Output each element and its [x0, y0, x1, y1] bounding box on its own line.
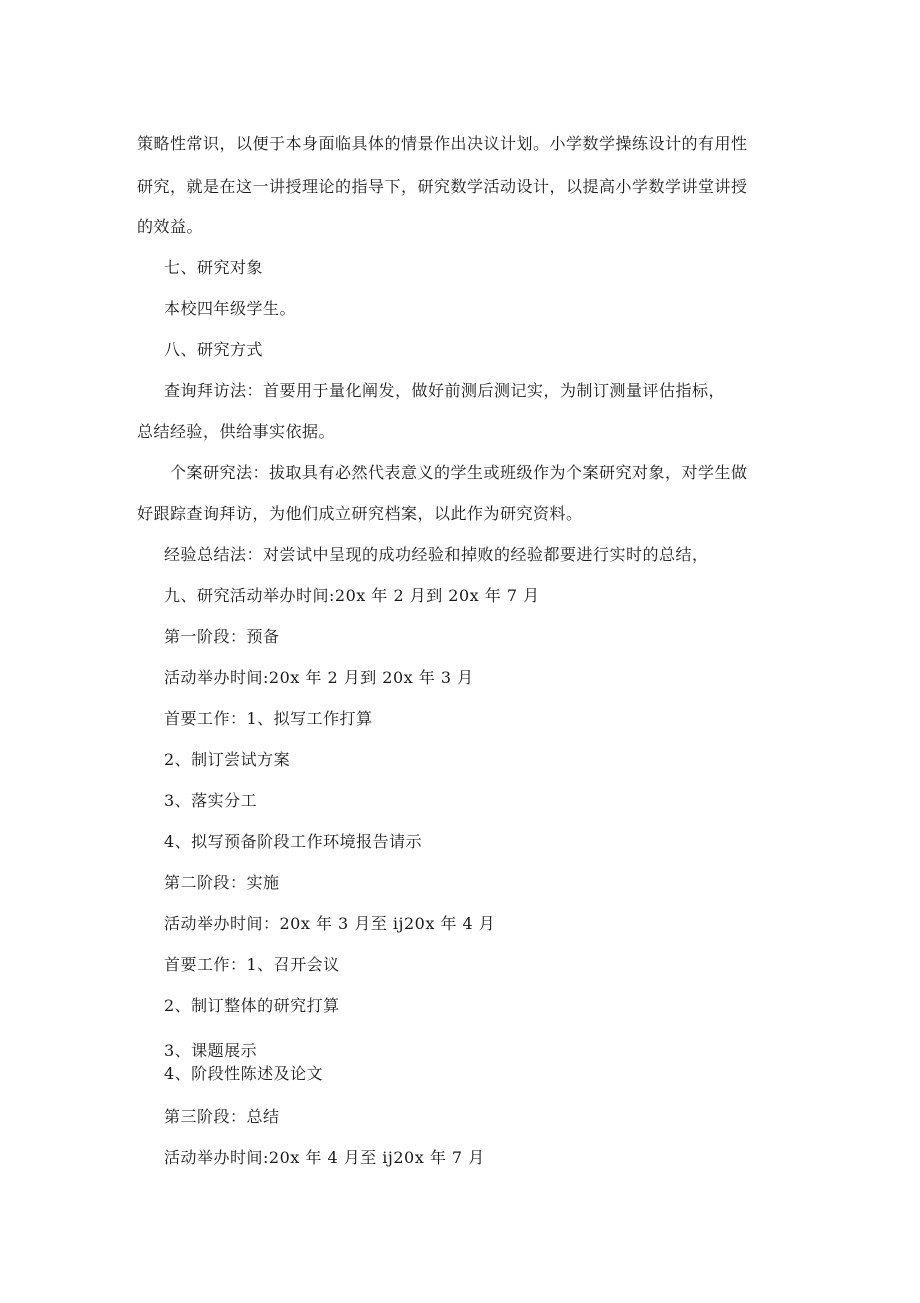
method-experience-summary: 经验总结法：对尝试中呈现的成功经验和掉败的经验都要进行实时的总结， [164, 545, 709, 564]
section-heading-research-methods: 八、研究方式 [164, 340, 264, 359]
method-survey-line-2: 总结经验，供给事实依据。 [137, 422, 336, 441]
stage-1-task-2: 2、制订尝试方案 [164, 750, 291, 769]
section-heading-schedule: 九、研究活动举办时间:20x 年 2 月到 20x 年 7 月 [164, 586, 540, 605]
stage-3-time: 活动举办时间:20x 年 4 月至 ij20x 年 7 月 [164, 1148, 485, 1167]
paragraph-line-2: 研究，就是在这一讲授理论的指导下，研究数学活动设计，以提高小学数学讲堂讲授 [137, 177, 748, 196]
stage-1-time: 活动举办时间:20x 年 2 月到 20x 年 3 月 [164, 668, 474, 687]
stage-1-task-1: 首要工作：1、拟写工作打算 [164, 709, 373, 728]
stage-1-heading: 第一阶段：预备 [164, 627, 280, 646]
stage-1-task-3: 3、落实分工 [164, 791, 258, 810]
stage-2-time: 活动举办时间：20x 年 3 月至 ij20x 年 4 月 [164, 914, 496, 933]
stage-2-task-4: 4、阶段性陈述及论文 [164, 1064, 324, 1083]
research-subject-text: 本校四年级学生。 [164, 299, 297, 318]
stage-2-task-2: 2、制订整体的研究打算 [164, 996, 340, 1015]
stage-2-heading: 第二阶段：实施 [164, 873, 280, 892]
stage-2-task-3: 3、课题展示 [164, 1041, 258, 1060]
paragraph-line-1: 策略性常识，以便于本身面临具体的情景作出决议计划。小学数学操练设计的有用性 [137, 134, 748, 153]
method-case-study-line-1: 个案研究法：拔取具有必然代表意义的学生或班级作为个案研究对象，对学生做 [170, 463, 748, 482]
stage-2-task-1: 首要工作：1、召开会议 [164, 955, 340, 974]
stage-3-heading: 第三阶段：总结 [164, 1107, 280, 1126]
section-heading-research-subject: 七、研究对象 [164, 258, 264, 277]
stage-1-task-4: 4、拟写预备阶段工作环境报告请示 [164, 832, 423, 851]
method-case-study-line-2: 好跟踪查询拜访，为他们成立研究档案，以此作为研究资料。 [137, 504, 583, 523]
paragraph-line-3: 的效益。 [137, 217, 204, 236]
method-survey-line-1: 查询拜访法：首要用于量化阐发，做好前测后测记实，为制订测量评估指标， [164, 381, 726, 400]
